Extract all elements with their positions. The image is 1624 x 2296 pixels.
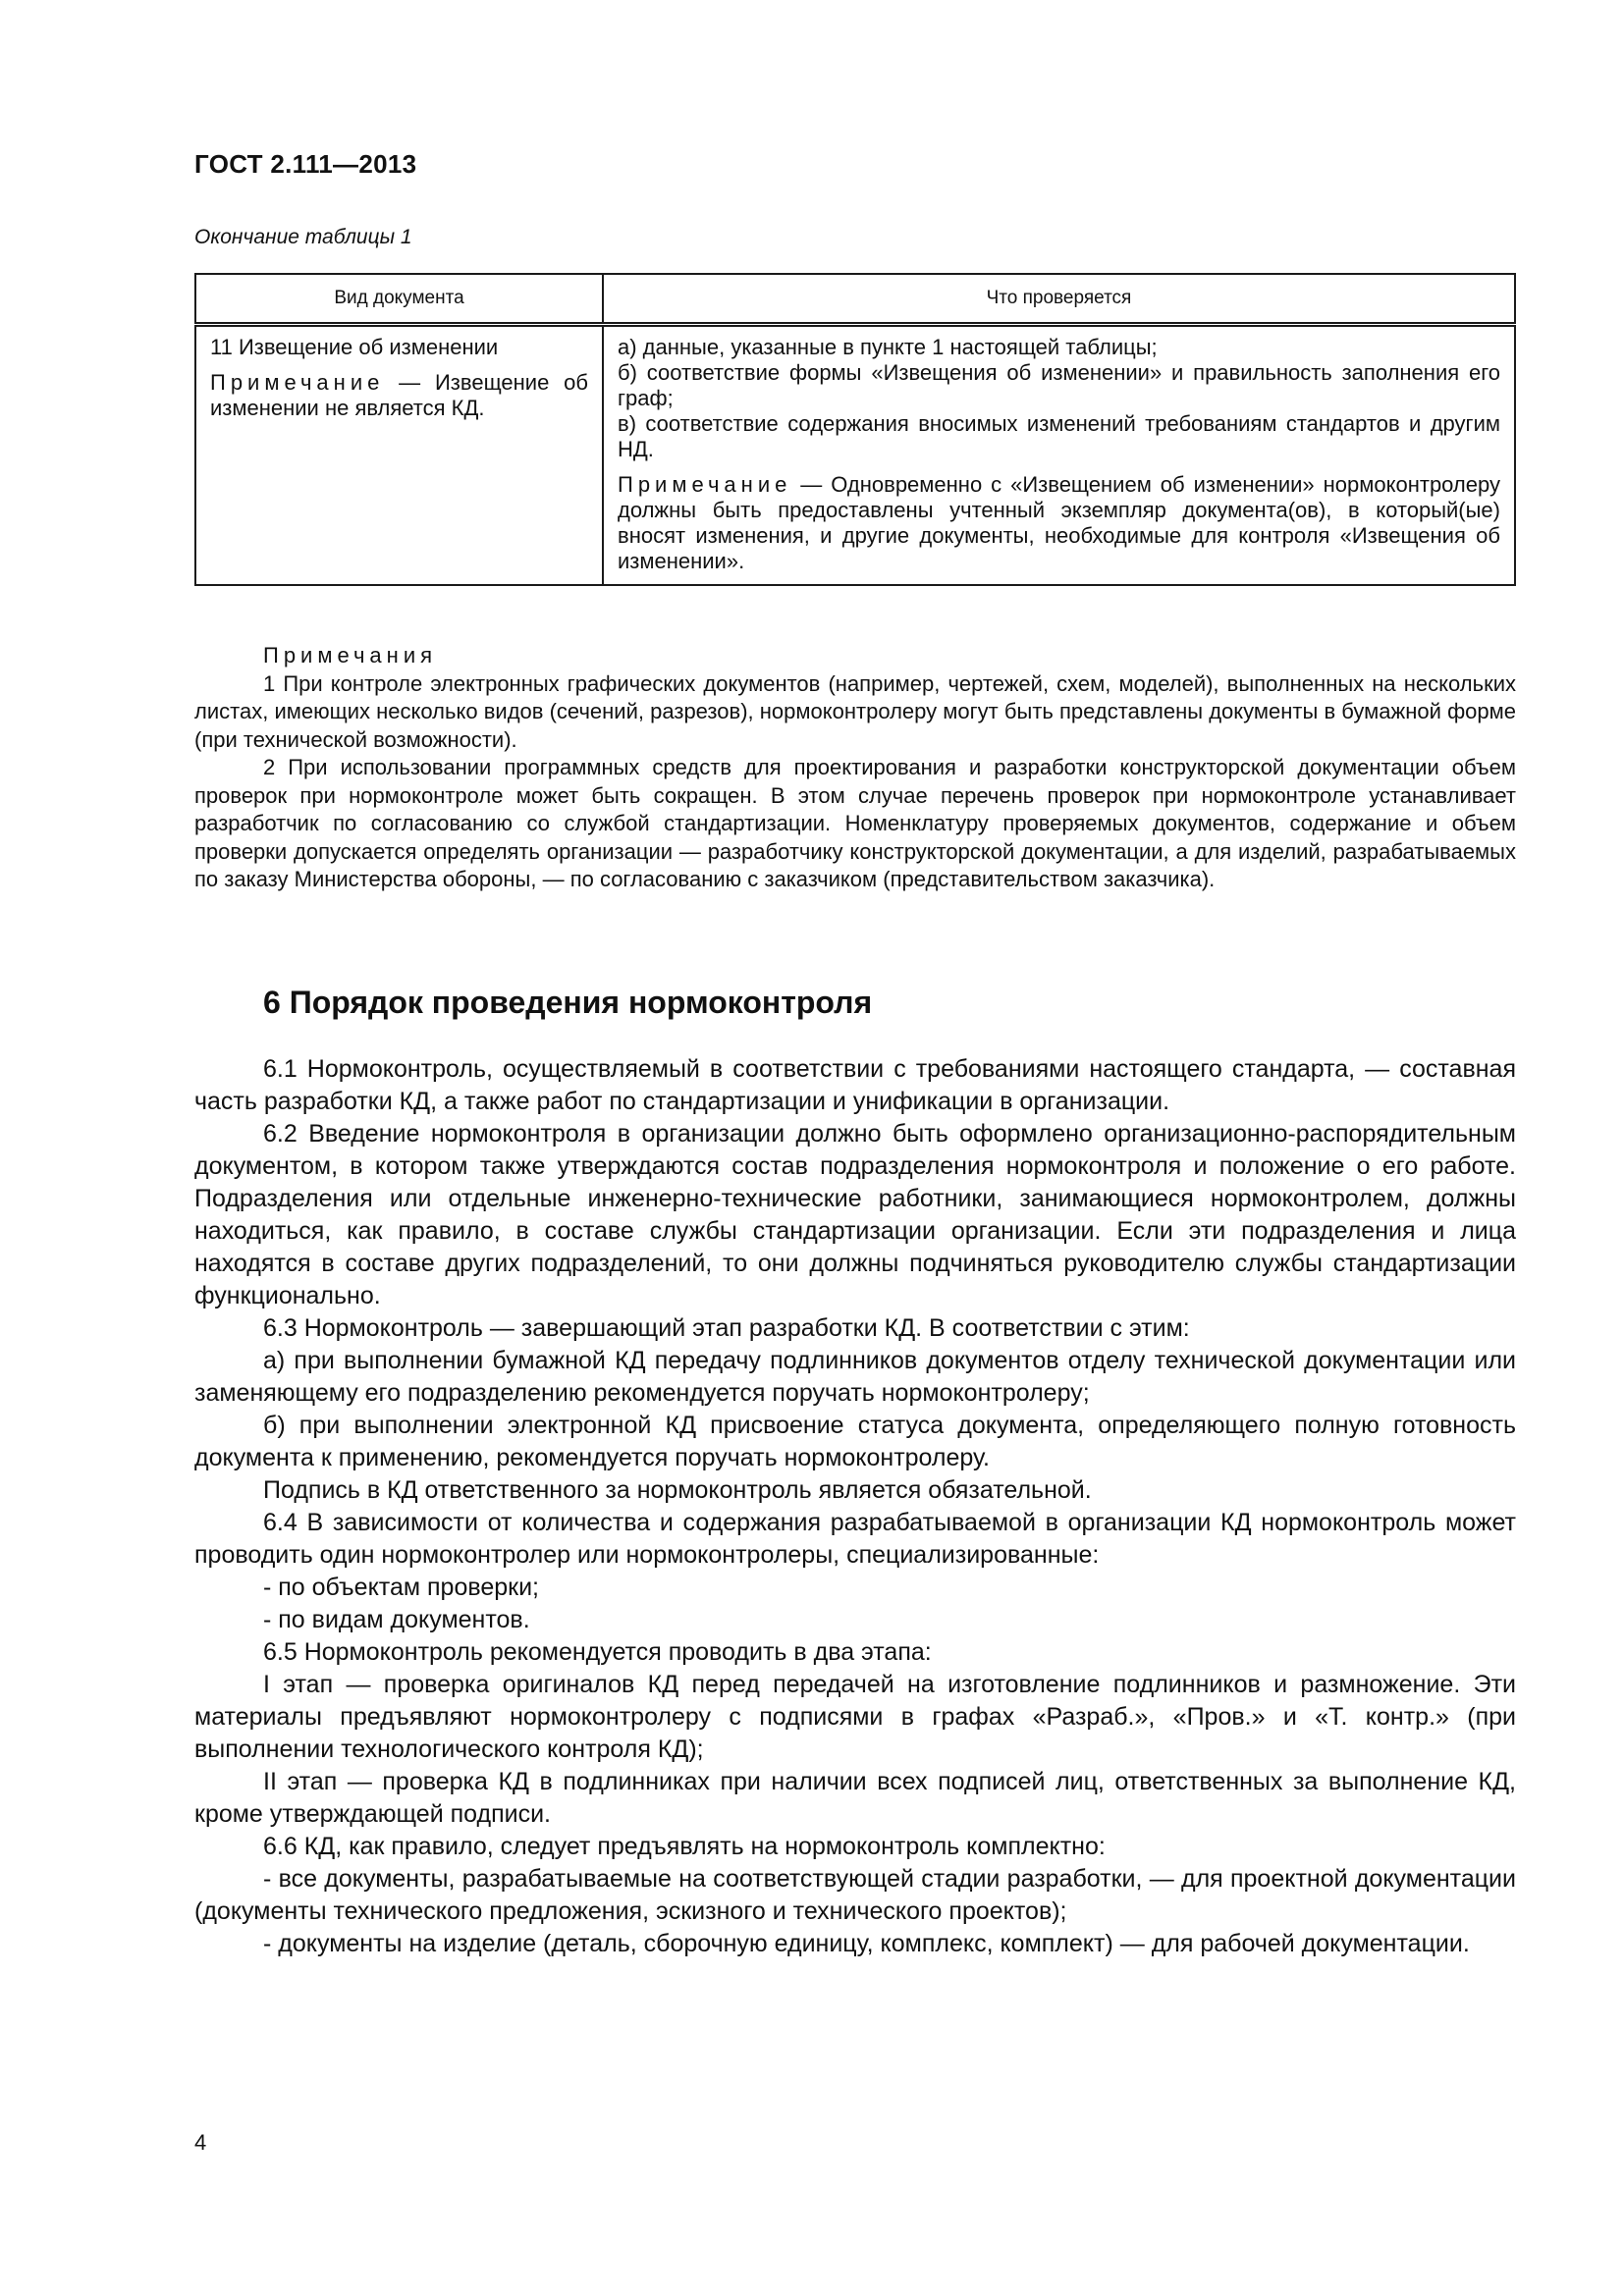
paragraph: 6.5 Нормоконтроль рекомендуется проводить в два этапа: [263, 1638, 932, 1666]
section-title: 6 Порядок проведения нормоконтроля [263, 985, 873, 1020]
paragraph: Подпись в КД ответственного за нормоконтроль является обязательной. [263, 1476, 1092, 1504]
notes-heading: Примечания [263, 643, 438, 667]
paragraph: 6.6 КД, как правило, следует предъявлять на нормоконтроль комплектно: [263, 1833, 1106, 1860]
check-item-a: а) данные, указанные в пункте 1 настоящей таблицы; [618, 335, 1158, 359]
note-item: 1 При контроле электронных графических документов (например, чертежей, схем, моделей), выполненных на нескольких листах, имеющих несколько видов (сечений, разрезов), нормоконтролеру могут быть представлены документы в бумажной форме (при технической возможности). [194, 670, 1516, 752]
paragraph: 6.4 В зависимости от количества и содержания разрабатываемой в организации КД нормоконтроль может проводить один нормоконтролер или нормоконтролеры, специализированные: [194, 1509, 1516, 1569]
checks-cell [603, 325, 1515, 586]
doc-note-text: — Извещение об изменении не является КД. [210, 370, 588, 420]
list-item: - по видам документов. [263, 1606, 530, 1633]
column-header-checks: Что проверяется [603, 274, 1515, 325]
section-body [194, 1053, 1516, 1960]
paragraph: 6.2 Введение нормоконтроля в организации должно быть оформлено организационно-распорядительным документом, в котором также утверждаются состав подразделения нормоконтроля и положение о его работе. Подразделения или отдельные инженерно-технические работники, занимающиеся нормоконтролем, должны находиться, как правило, в составе службы стандартизации организации. Если эти подразделения и лица находятся в составе других подразделений, то они должны подчиняться руководителю службы стандартизации функционально. [194, 1120, 1516, 1309]
check-item-b: б) соответствие формы «Извещения об изменении» и правильность заполнения его граф; [618, 360, 1500, 410]
doc-note-label: Примечание [210, 370, 385, 395]
table-caption: Окончание таблицы 1 [194, 226, 412, 248]
checks-note-label: Примечание [618, 472, 792, 497]
notes-block [194, 642, 1516, 894]
checks-table [194, 273, 1516, 586]
paragraph: б) при выполнении электронной КД присвоение статуса документа, определяющего полную готовность документа к применению, рекомендуется поручать нормоконтролеру. [194, 1412, 1516, 1471]
table-header-row [195, 274, 1515, 325]
note-item: 2 При использовании программных средств для проектирования и разработки конструкторской документации объем проверок при нормоконтроле может быть сокращен. В этом случае перечень проверок при нормоконтроле устанавливает разработчик по согласованию со службой стандартизации. Номенклатуру проверяемых документов, содержание и объем проверки допускается определять организации — разработчику конструкторской документации, а для изделий, разрабатываемых по заказу Министерства обороны, — по согласованию с заказчиком (представительством заказчика). [194, 755, 1516, 891]
standard-designation: ГОСТ 2.111—2013 [194, 149, 417, 179]
page-number: 4 [194, 2130, 207, 2155]
list-item: - по объектам проверки; [263, 1574, 540, 1601]
paragraph: 6.1 Нормоконтроль, осуществляемый в соответствии с требованиями настоящего стандарта, — составная часть разработки КД, а также работ по стандартизации и унификации в организации. [194, 1055, 1516, 1115]
column-header-doc-type: Вид документа [195, 274, 603, 325]
paragraph: I этап — проверка оригиналов КД перед передачей на изготовление подлинников и размножение. Эти материалы предъявляют нормоконтролеру с подписями в графах «Разраб.», «Пров.» и «Т. контр.» (при выполнении технологического контроля КД); [194, 1671, 1516, 1763]
doc-type-cell [195, 325, 603, 586]
list-item: - все документы, разрабатываемые на соответствующей стадии разработки, — для проектной документации (документы технического предложения, эскизного и технического проектов); [194, 1865, 1516, 1925]
doc-type-note [210, 370, 588, 421]
paragraph: II этап — проверка КД в подлинниках при наличии всех подписей лиц, ответственных за выполнение КД, кроме утверждающей подписи. [194, 1768, 1516, 1828]
checks-note-text: — Одновременно с «Извещением об изменении» нормоконтролеру должны быть предоставлены учтенный экземпляр документа(ов), в который(ые) вносят изменения, и другие документы, необходимые для контроля «Извещения об изменении». [618, 472, 1500, 573]
list-item: - документы на изделие (деталь, сборочную единицу, комплекс, комплект) — для рабочей документации. [263, 1930, 1470, 1957]
doc-type-text: 11 Извещение об изменении [210, 335, 499, 359]
table-row [195, 325, 1515, 586]
paragraph: 6.3 Нормоконтроль — завершающий этап разработки КД. В соответствии с этим: [263, 1314, 1190, 1342]
checks-note [618, 472, 1500, 574]
paragraph: а) при выполнении бумажной КД передачу подлинников документов отделу технической документации или заменяющему его подразделению рекомендуется поручать нормоконтролеру; [194, 1347, 1516, 1407]
check-item-c: в) соответствие содержания вносимых изменений требованиям стандартов и другим НД. [618, 411, 1500, 461]
